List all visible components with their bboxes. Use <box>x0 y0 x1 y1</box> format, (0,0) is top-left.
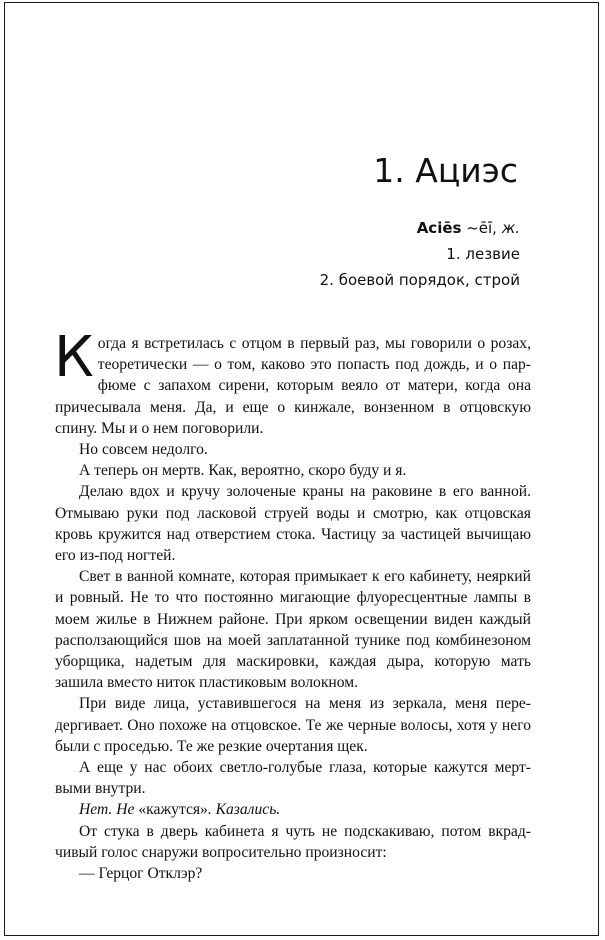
epigraph-headword-line <box>320 215 520 241</box>
paragraph: А еще у нас обоих светло-голубые глаза, которые кажутся мертвыми внутри. <box>55 759 531 798</box>
paragraph: От стука в дверь кабинета я чуть не подскакиваю, потом вкрадчивый голос снаружи вопросительно произносит: <box>55 822 531 861</box>
dialogue-line: — Герцог Отклэр? <box>79 865 203 883</box>
chapter-body <box>54 325 531 884</box>
paragraph: А теперь он мертв. Как, вероятно, скоро буду и я. <box>79 462 407 480</box>
paragraph <box>54 325 531 439</box>
epigraph-grammar: ~ēī, <box>461 219 502 237</box>
epigraph-dictionary-entry <box>320 215 520 293</box>
quoted-word: «кажутся» <box>138 801 208 819</box>
drop-cap: К <box>54 325 94 390</box>
italic-text: Нет. Не <box>79 801 139 819</box>
epigraph-sense-1: 1. лезвие <box>446 245 520 263</box>
paragraph-text: огда я встретилась с отцом в первый раз, мы говорили о розах, теоретически — о том, каково это попасть под дождь, и о парфюме с запахом сирени, которым веяло от матери, когда она причесывала меня. Да, и еще о кинжале, вонзенном в отцовскую спину. Мы и о нем поговорили. <box>55 335 531 437</box>
epigraph-headword: Aciēs <box>416 219 462 237</box>
paragraph-italic <box>55 799 531 820</box>
paragraph: Свет в ванной комнате, которая примыкает к его кабинету, неяркий и ровный. Не то что постоянно мигающие флуоресцентные лампы в моем жилье в Нижнем районе. При ярком освещении виден каждый расползающийся шов на моей заплатанной тунике под комбинезоном уборщика, надетым для маскировки, каждая дыра, которую мать зашила вместо ниток пластиковым волокном. <box>55 568 531 692</box>
paragraph: Делаю вдох и кручу золоченые краны на раковине в его ванной. Отмываю руки под ласковой струей воды и смотрю, как отцовская кровь кружится над отверстием стока. Частицу за частицей вычищаю его из-под ногтей. <box>55 483 531 565</box>
paragraph: Но совсем недолго. <box>79 441 208 459</box>
paragraph: При виде лица, уставившегося на меня из зеркала, меня передергивает. Оно похоже на отцовское. Те же черные волосы, хотя у него были с проседью. Те же резкие очертания щек. <box>55 695 531 755</box>
epigraph-sense-2: 2. боевой порядок, строй <box>319 271 520 289</box>
epigraph-gender: ж. <box>501 219 520 237</box>
chapter-title: 1. Ациэс <box>373 151 518 190</box>
book-page <box>4 2 599 936</box>
italic-text: . Казались. <box>207 801 281 819</box>
